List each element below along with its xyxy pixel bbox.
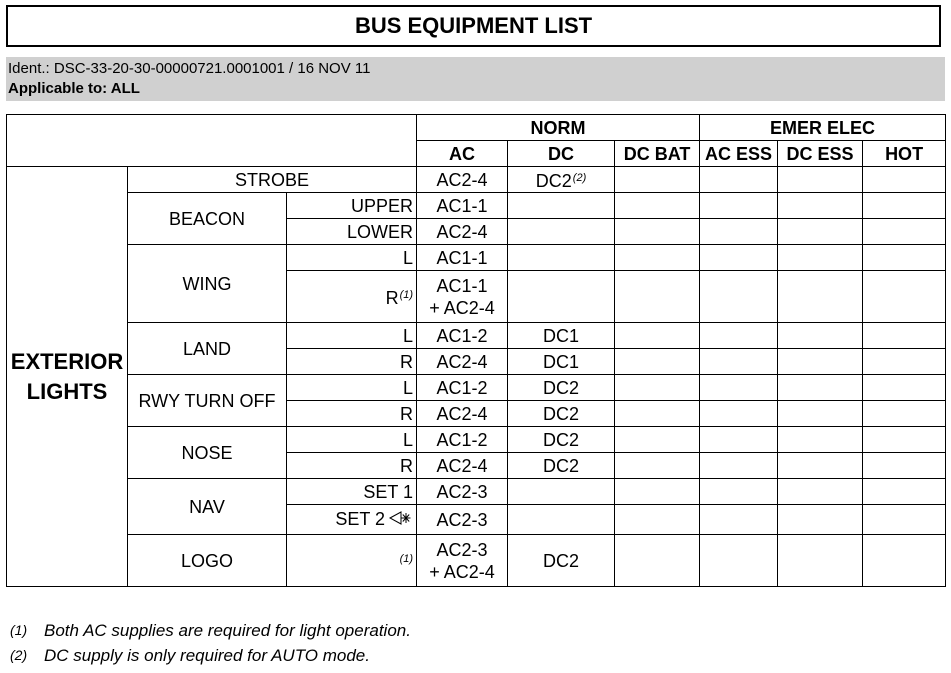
empty-cell [700,323,778,349]
empty-cell [700,479,778,505]
bus-equipment-table [6,114,946,587]
nav-set1-label: SET 1 [287,479,417,505]
table-row [7,245,946,271]
logo-ac [417,535,508,587]
empty-cell [778,271,863,323]
nose-l-ac: AC1-2 [417,427,508,453]
table-row [7,479,946,505]
empty-cell [700,193,778,219]
logo-ac-line-2: + AC2-4 [429,561,495,582]
footnote-2-num: (2) [10,647,28,663]
empty-cell [615,193,700,219]
empty-cell [863,453,946,479]
land-r-label: R [287,349,417,375]
table-row [7,535,946,587]
empty-cell [778,349,863,375]
category-exterior-lights: EXTERIOR LIGHTS [7,167,128,587]
nose-r-ac: AC2-4 [417,453,508,479]
table-row [7,427,946,453]
beacon-upper-label: UPPER [287,193,417,219]
empty-cell [778,479,863,505]
land-l-label: L [287,323,417,349]
empty-cell [508,193,615,219]
footnotes [10,618,910,668]
wing-r-ac-line-2: + AC2-4 [429,297,495,318]
empty-cell [778,505,863,535]
empty-cell [508,245,615,271]
empty-cell [700,167,778,193]
header-ac: AC [417,141,508,167]
equipment-wing: WING [128,245,287,323]
empty-cell [863,245,946,271]
nav-set2-ac: AC2-3 [417,505,508,535]
empty-cell [778,323,863,349]
nav-set1-ac: AC2-3 [417,479,508,505]
rwy-l-dc: DC2 [508,375,615,401]
empty-cell [863,219,946,245]
empty-cell [778,245,863,271]
nose-l-label: L [287,427,417,453]
wing-r-ac [417,271,508,323]
page-title: BUS EQUIPMENT LIST [6,5,941,47]
land-r-ac: AC2-4 [417,349,508,375]
footnote-ref-1: (1) [399,289,414,301]
empty-cell [863,401,946,427]
equipment-rwy-turn-off: RWY TURN OFF [128,375,287,427]
empty-cell [863,193,946,219]
equipment-land: LAND [128,323,287,375]
header-dc-bat: DC BAT [615,141,700,167]
empty-cell [863,323,946,349]
logo-note [287,535,417,587]
empty-cell [778,453,863,479]
empty-cell [615,271,700,323]
empty-cell [615,453,700,479]
rwy-r-ac: AC2-4 [417,401,508,427]
empty-cell [700,271,778,323]
empty-cell [863,535,946,587]
equipment-nav: NAV [128,479,287,535]
empty-cell [700,535,778,587]
empty-cell [615,505,700,535]
empty-cell [700,505,778,535]
footnote-ref-2: (2) [572,172,587,184]
empty-cell [615,401,700,427]
rwy-l-ac: AC1-2 [417,375,508,401]
equipment-nose: NOSE [128,427,287,479]
empty-cell [615,167,700,193]
header-blank [7,115,417,167]
empty-cell [778,427,863,453]
header-dc-ess: DC ESS [778,141,863,167]
empty-cell [778,193,863,219]
empty-cell [863,427,946,453]
cold-weather-icon [389,509,413,531]
empty-cell [863,349,946,375]
nav-set2-label [287,505,417,535]
header-ac-ess: AC ESS [700,141,778,167]
ident-band [6,57,945,101]
footnote-ref-1: (1) [399,553,414,565]
empty-cell [700,375,778,401]
empty-cell [615,323,700,349]
empty-cell [615,219,700,245]
empty-cell [508,219,615,245]
empty-cell [863,167,946,193]
wing-l-label: L [287,245,417,271]
table-row [7,323,946,349]
logo-ac-line-1: AC2-3 [436,539,488,560]
table-row [7,375,946,401]
empty-cell [863,375,946,401]
empty-cell [700,401,778,427]
empty-cell [778,375,863,401]
empty-cell [700,219,778,245]
empty-cell [615,479,700,505]
wing-r-ac-line-1: AC1-1 [436,275,488,296]
header-hot: HOT [863,141,946,167]
empty-cell [615,427,700,453]
table-row [7,193,946,219]
rwy-r-label: R [287,401,417,427]
header-emer-elec: EMER ELEC [700,115,946,141]
strobe-ac: AC2-4 [417,167,508,193]
footnote-1-num: (1) [10,622,28,638]
rwy-r-dc: DC2 [508,401,615,427]
empty-cell [778,401,863,427]
empty-cell [700,453,778,479]
wing-r-text: R [385,288,399,308]
empty-cell [615,375,700,401]
land-l-ac: AC1-2 [417,323,508,349]
empty-cell [700,349,778,375]
strobe-dc-value: DC2 [535,171,572,191]
empty-cell [700,245,778,271]
header-norm: NORM [417,115,700,141]
empty-cell [700,427,778,453]
beacon-lower-ac: AC2-4 [417,219,508,245]
land-l-dc: DC1 [508,323,615,349]
empty-cell [863,479,946,505]
empty-cell [615,349,700,375]
footnote-1 [10,618,910,643]
header-row-1 [7,115,946,141]
empty-cell [778,167,863,193]
empty-cell [778,219,863,245]
wing-l-ac: AC1-1 [417,245,508,271]
empty-cell [508,505,615,535]
header-dc: DC [508,141,615,167]
empty-cell [778,535,863,587]
equipment-beacon: BEACON [128,193,287,245]
nav-set2-text: SET 2 [335,508,386,529]
empty-cell [863,505,946,535]
wing-r-label [287,271,417,323]
nose-l-dc: DC2 [508,427,615,453]
table-row [7,167,946,193]
rwy-l-label: L [287,375,417,401]
equipment-strobe: STROBE [128,167,417,193]
logo-dc: DC2 [508,535,615,587]
footnote-2 [10,643,910,668]
footnote-1-text: Both AC supplies are required for light operation. [44,621,411,640]
nose-r-dc: DC2 [508,453,615,479]
empty-cell [508,479,615,505]
strobe-dc [508,167,615,193]
applicable-line: Applicable to: ALL [8,80,140,97]
empty-cell [863,271,946,323]
equipment-logo: LOGO [128,535,287,587]
nose-r-label: R [287,453,417,479]
empty-cell [615,245,700,271]
empty-cell [508,271,615,323]
beacon-lower-label: LOWER [287,219,417,245]
ident-line: Ident.: DSC-33-20-30-00000721.0001001 / 16 NOV 11 [8,60,371,77]
land-r-dc: DC1 [508,349,615,375]
empty-cell [615,535,700,587]
beacon-upper-ac: AC1-1 [417,193,508,219]
footnote-2-text: DC supply is only required for AUTO mode. [44,646,370,665]
